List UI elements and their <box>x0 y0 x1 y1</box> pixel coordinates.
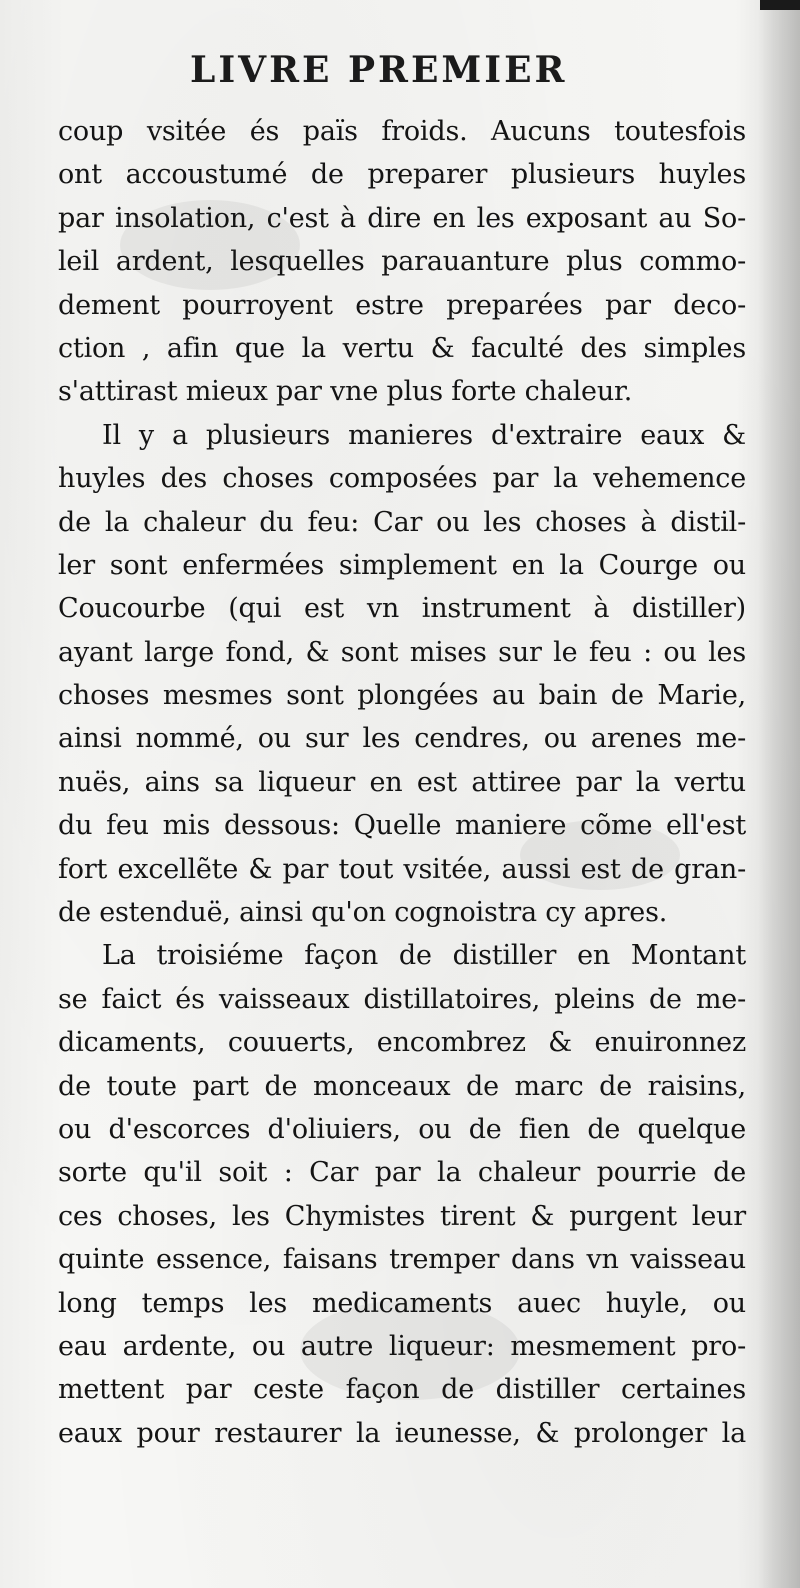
page-corner-dark <box>760 0 800 10</box>
text-line: long temps les medicaments auec huyle, ou <box>58 1287 746 1319</box>
text-line: huyles des choses composées par la vehemence <box>58 463 746 495</box>
text-line: mettent par ceste façon de distiller certaines <box>58 1374 746 1406</box>
text-line: leil ardent, lesquelles parauanture plus commo- <box>58 246 746 278</box>
text-line: La troisiéme façon de distiller en Montant <box>102 940 746 972</box>
text-line: de toute part de monceaux de marc de raisins, <box>58 1070 746 1102</box>
text-line: ou d'escorces d'oliuiers, ou de fien de quelque <box>58 1113 746 1145</box>
text-line: de la chaleur du feu: Car ou les choses à distil- <box>58 506 746 538</box>
text-line: dicaments, couuerts, encombrez & enuironnez <box>58 1027 746 1059</box>
text-line: se faict és vaisseaux distillatoires, pleins de me- <box>58 983 746 1015</box>
text-line: ont accoustumé de preparer plusieurs huyles <box>58 159 746 191</box>
text-line: choses mesmes sont plongées au bain de Marie, <box>58 680 746 712</box>
text-line: sorte qu'il soit : Car par la chaleur pourrie de <box>58 1157 746 1189</box>
text-line: ces choses, les Chymistes tirent & purgent leur <box>58 1200 746 1232</box>
text-line: s'attirast mieux par vne plus forte chaleur. <box>58 376 633 408</box>
text-line: eau ardente, ou autre liqueur: mesmement pro- <box>58 1330 746 1362</box>
text-line: dement pourroyent estre preparées par deco- <box>58 289 746 321</box>
text-line: quinte essence, faisans tremper dans vn vaisseau <box>58 1244 746 1276</box>
text-line: coup vsitée és païs froids. Aucuns toutesfois <box>58 116 746 147</box>
text-line: fort excellẽte & par tout vsitée, aussi est de gran- <box>58 853 746 885</box>
text-line: ction , afin que la vertu & faculté des simples <box>58 332 746 364</box>
text-line: eaux pour restaurer la ieunesse, & prolonger la <box>58 1417 746 1449</box>
text-line: nuës, ains sa liqueur en est attiree par la vertu <box>58 766 746 798</box>
text-line: Il y a plusieurs manieres d'extraire eaux & <box>102 419 746 451</box>
page-edge-shadow <box>758 0 800 1588</box>
text-line: ayant large fond, & sont mises sur le feu : ou les <box>58 636 746 668</box>
text-line: Coucourbe (qui est vn instrument à distiller) <box>58 593 746 625</box>
text-line: du feu mis dessous: Quelle maniere cõme ell'est <box>58 810 746 842</box>
text-line: de estenduë, ainsi qu'on cognoistra cy apres. <box>58 897 668 929</box>
text-line: ler sont enfermées simplement en la Courge ou <box>58 549 746 581</box>
text-line: par insolation, c'est à dire en les exposant au So- <box>58 202 746 234</box>
body-text <box>58 110 746 1455</box>
running-head: LIVRE PREMIER <box>190 49 568 91</box>
text-line: ainsi nommé, ou sur les cendres, ou arenes me- <box>58 723 746 755</box>
